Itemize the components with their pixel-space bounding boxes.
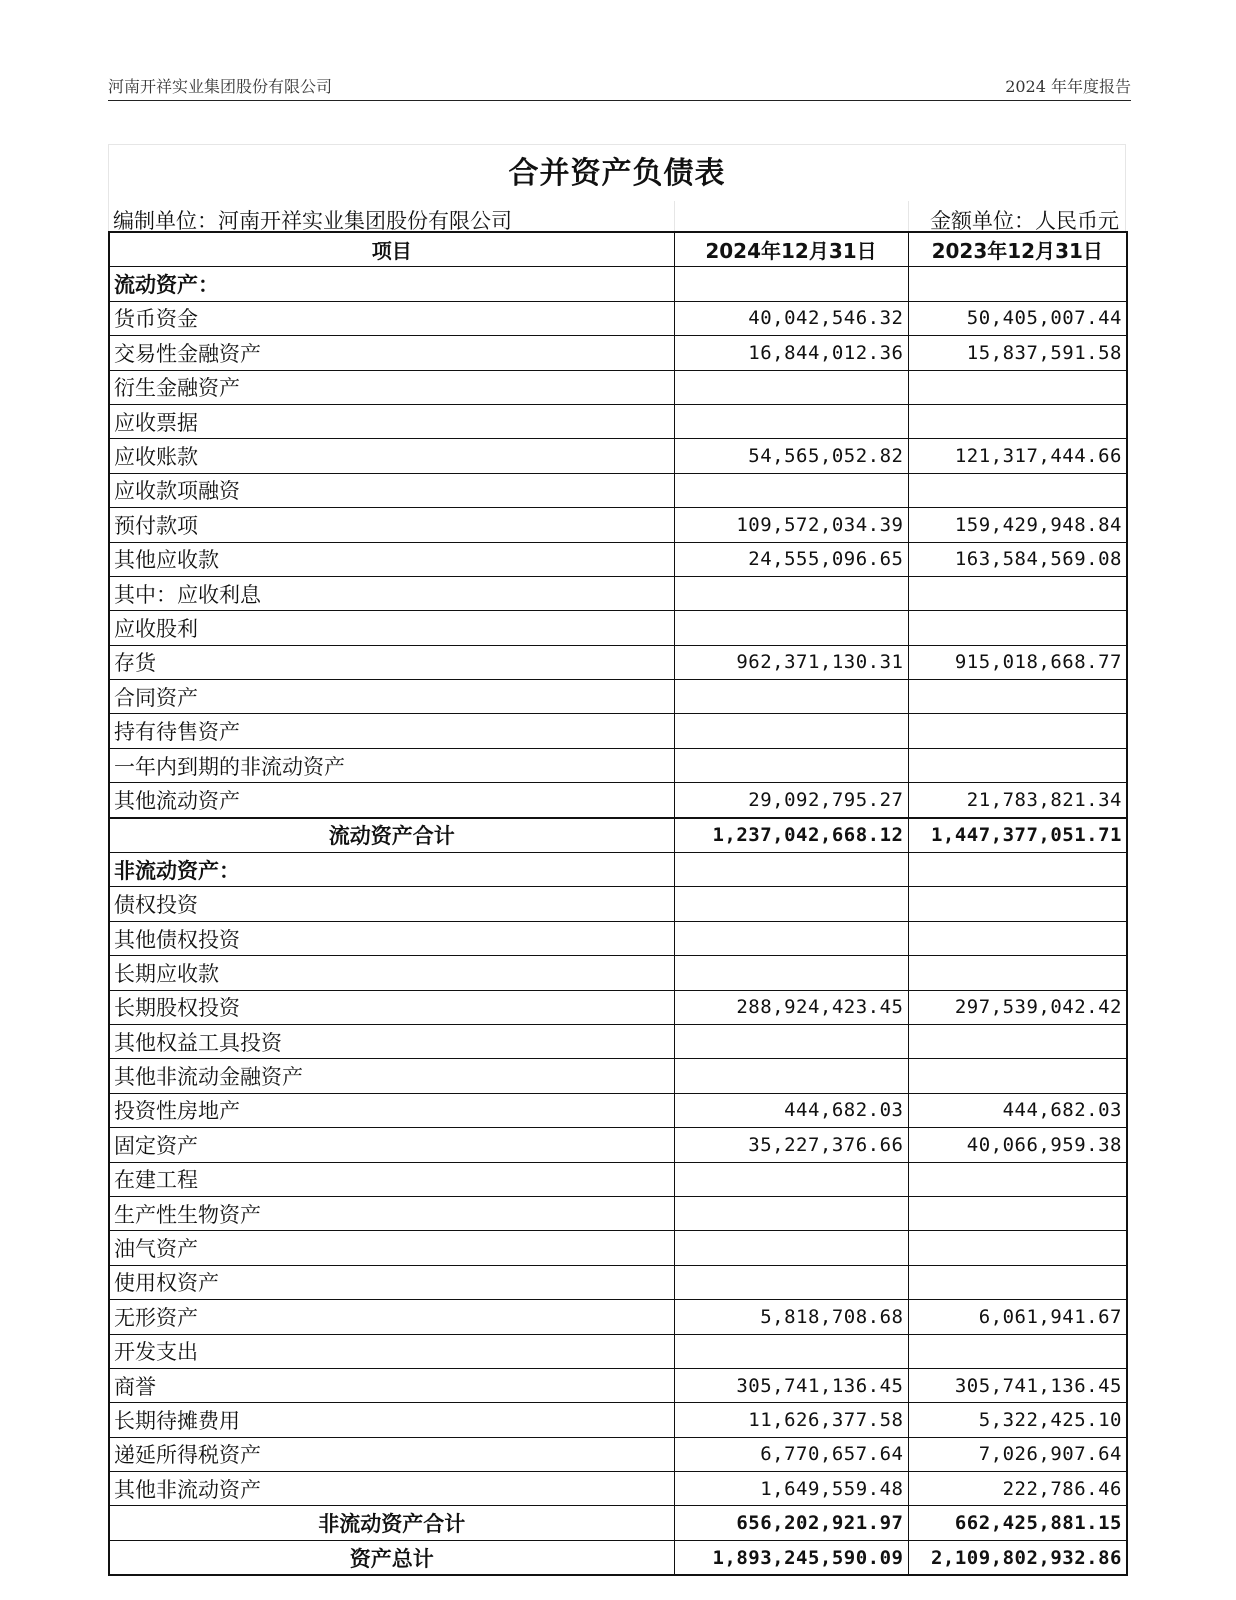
value-2023: 1,447,377,051.71	[908, 818, 1127, 853]
value-2023	[908, 680, 1127, 714]
row-label: 非流动资产：	[109, 853, 674, 887]
table-row	[109, 1472, 1127, 1506]
value-2024: 656,202,921.97	[674, 1506, 908, 1540]
value-2024: 962,371,130.31	[674, 645, 908, 679]
value-2024	[674, 853, 908, 887]
prepared-by-label: 编制单位：河南开祥实业集团股份有限公司	[113, 209, 512, 233]
value-2024: 54,565,052.82	[674, 439, 908, 473]
row-label: 开发支出	[109, 1334, 674, 1368]
row-label: 存货	[109, 645, 674, 679]
value-2024	[674, 1059, 908, 1093]
value-2023: 662,425,881.15	[908, 1506, 1127, 1540]
value-2024	[674, 611, 908, 645]
table-row	[109, 1128, 1127, 1162]
value-2023	[908, 1265, 1127, 1299]
row-label: 其他非流动资产	[109, 1472, 674, 1506]
value-2024: 1,237,042,668.12	[674, 818, 908, 853]
value-2024	[674, 921, 908, 955]
row-label: 一年内到期的非流动资产	[109, 748, 674, 782]
row-label: 流动资产合计	[109, 818, 674, 853]
value-2023: 2,109,802,932.86	[908, 1540, 1127, 1575]
row-label: 固定资产	[109, 1128, 674, 1162]
row-label: 非流动资产合计	[109, 1506, 674, 1540]
table-row	[109, 714, 1127, 748]
table-row	[109, 645, 1127, 679]
row-label: 递延所得税资产	[109, 1437, 674, 1471]
row-label: 长期待摊费用	[109, 1403, 674, 1437]
total-row	[109, 818, 1127, 853]
table-row	[109, 1300, 1127, 1334]
page-header	[108, 70, 1131, 101]
table-row	[109, 921, 1127, 955]
value-2024: 5,818,708.68	[674, 1300, 908, 1334]
column-header-2023: 2023年12月31日	[908, 232, 1127, 267]
value-2023	[908, 1024, 1127, 1058]
report-title: 合并资产负债表	[108, 144, 1126, 201]
table-row	[109, 1265, 1127, 1299]
row-label: 其他流动资产	[109, 783, 674, 818]
value-2023	[908, 404, 1127, 438]
value-2024: 40,042,546.32	[674, 301, 908, 335]
table-row	[109, 370, 1127, 404]
value-2023: 159,429,948.84	[908, 508, 1127, 542]
value-2023	[908, 1059, 1127, 1093]
header-company-name: 河南开祥实业集团股份有限公司	[108, 77, 333, 96]
value-2024: 11,626,377.58	[674, 1403, 908, 1437]
column-header-2024: 2024年12月31日	[674, 232, 908, 267]
value-2024	[674, 576, 908, 610]
unit-row-divider	[674, 201, 675, 231]
row-label: 货币资金	[109, 301, 674, 335]
row-label: 应收票据	[109, 404, 674, 438]
value-2023: 5,322,425.10	[908, 1403, 1127, 1437]
table-row	[109, 748, 1127, 782]
currency-unit-label: 金额单位：人民币元	[930, 209, 1119, 233]
table-header-row	[109, 232, 1127, 267]
table-row	[109, 1059, 1127, 1093]
value-2023: 7,026,907.64	[908, 1437, 1127, 1471]
value-2023	[908, 1196, 1127, 1230]
row-label: 其他非流动金融资产	[109, 1059, 674, 1093]
row-label: 使用权资产	[109, 1265, 674, 1299]
table-row	[109, 1334, 1127, 1368]
table-row	[109, 956, 1127, 990]
value-2023: 444,682.03	[908, 1093, 1127, 1127]
row-label: 债权投资	[109, 887, 674, 921]
value-2023	[908, 267, 1127, 301]
total-row	[109, 1540, 1127, 1575]
table-row	[109, 1196, 1127, 1230]
value-2024: 16,844,012.36	[674, 336, 908, 370]
row-label: 长期股权投资	[109, 990, 674, 1024]
value-2023	[908, 714, 1127, 748]
table-row	[109, 1024, 1127, 1058]
value-2024	[674, 370, 908, 404]
value-2023	[908, 576, 1127, 610]
table-row	[109, 680, 1127, 714]
header-report-title: 2024 年年度报告	[1005, 77, 1131, 96]
row-label: 投资性房地产	[109, 1093, 674, 1127]
table-row	[109, 508, 1127, 542]
value-2024: 305,741,136.45	[674, 1368, 908, 1402]
table-row	[109, 1231, 1127, 1265]
row-label: 衍生金融资产	[109, 370, 674, 404]
row-label: 在建工程	[109, 1162, 674, 1196]
value-2023: 40,066,959.38	[908, 1128, 1127, 1162]
table-row	[109, 611, 1127, 645]
row-label: 预付款项	[109, 508, 674, 542]
value-2024: 444,682.03	[674, 1093, 908, 1127]
table-row	[109, 336, 1127, 370]
value-2023: 222,786.46	[908, 1472, 1127, 1506]
row-label: 其中：应收利息	[109, 576, 674, 610]
total-row	[109, 1506, 1127, 1540]
row-label: 其他应收款	[109, 542, 674, 576]
table-row	[109, 1093, 1127, 1127]
row-label: 合同资产	[109, 680, 674, 714]
value-2023	[908, 921, 1127, 955]
value-2024	[674, 1024, 908, 1058]
value-2024	[674, 1265, 908, 1299]
value-2023	[908, 748, 1127, 782]
value-2024: 1,649,559.48	[674, 1472, 908, 1506]
table-row	[109, 576, 1127, 610]
row-label: 应收股利	[109, 611, 674, 645]
value-2024	[674, 1231, 908, 1265]
value-2023	[908, 1162, 1127, 1196]
value-2024: 29,092,795.27	[674, 783, 908, 818]
value-2023	[908, 853, 1127, 887]
value-2023: 15,837,591.58	[908, 336, 1127, 370]
value-2024	[674, 680, 908, 714]
row-label: 其他权益工具投资	[109, 1024, 674, 1058]
value-2024	[674, 473, 908, 507]
table-body	[109, 267, 1127, 1575]
value-2023: 305,741,136.45	[908, 1368, 1127, 1402]
table-row	[109, 1368, 1127, 1402]
row-label: 流动资产：	[109, 267, 674, 301]
table-row	[109, 1437, 1127, 1471]
table-row	[109, 301, 1127, 335]
unit-row-divider	[908, 201, 909, 231]
value-2023: 121,317,444.66	[908, 439, 1127, 473]
value-2024	[674, 887, 908, 921]
value-2024	[674, 1162, 908, 1196]
table-row	[109, 990, 1127, 1024]
value-2023	[908, 956, 1127, 990]
value-2023: 50,405,007.44	[908, 301, 1127, 335]
row-label: 生产性生物资产	[109, 1196, 674, 1230]
value-2023	[908, 887, 1127, 921]
value-2024: 109,572,034.39	[674, 508, 908, 542]
value-2023	[908, 1231, 1127, 1265]
value-2024: 6,770,657.64	[674, 1437, 908, 1471]
row-label: 无形资产	[109, 1300, 674, 1334]
value-2023: 297,539,042.42	[908, 990, 1127, 1024]
value-2023	[908, 611, 1127, 645]
table-row	[109, 783, 1127, 818]
row-label: 应收款项融资	[109, 473, 674, 507]
table-row	[109, 887, 1127, 921]
row-label: 应收账款	[109, 439, 674, 473]
unit-row	[108, 201, 1126, 231]
balance-sheet-report	[108, 144, 1126, 1576]
value-2024	[674, 956, 908, 990]
value-2024: 35,227,376.66	[674, 1128, 908, 1162]
column-header-item: 项目	[109, 232, 674, 267]
table-row	[109, 439, 1127, 473]
row-label: 其他债权投资	[109, 921, 674, 955]
value-2023	[908, 370, 1127, 404]
value-2024	[674, 748, 908, 782]
value-2024: 24,555,096.65	[674, 542, 908, 576]
value-2024: 288,924,423.45	[674, 990, 908, 1024]
value-2024	[674, 1196, 908, 1230]
row-label: 商誉	[109, 1368, 674, 1402]
row-label: 资产总计	[109, 1540, 674, 1575]
value-2024	[674, 1334, 908, 1368]
value-2024	[674, 267, 908, 301]
value-2023: 21,783,821.34	[908, 783, 1127, 818]
table-row	[109, 1162, 1127, 1196]
row-label: 油气资产	[109, 1231, 674, 1265]
value-2023: 163,584,569.08	[908, 542, 1127, 576]
table-row	[109, 542, 1127, 576]
row-label: 交易性金融资产	[109, 336, 674, 370]
value-2023: 6,061,941.67	[908, 1300, 1127, 1334]
value-2023: 915,018,668.77	[908, 645, 1127, 679]
balance-sheet-table	[108, 231, 1128, 1576]
table-row	[109, 473, 1127, 507]
section-header-row	[109, 267, 1127, 301]
value-2024	[674, 714, 908, 748]
row-label: 持有待售资产	[109, 714, 674, 748]
value-2023	[908, 1334, 1127, 1368]
value-2024: 1,893,245,590.09	[674, 1540, 908, 1575]
value-2023	[908, 473, 1127, 507]
table-row	[109, 1403, 1127, 1437]
value-2024	[674, 404, 908, 438]
table-row	[109, 404, 1127, 438]
section-header-row	[109, 853, 1127, 887]
row-label: 长期应收款	[109, 956, 674, 990]
